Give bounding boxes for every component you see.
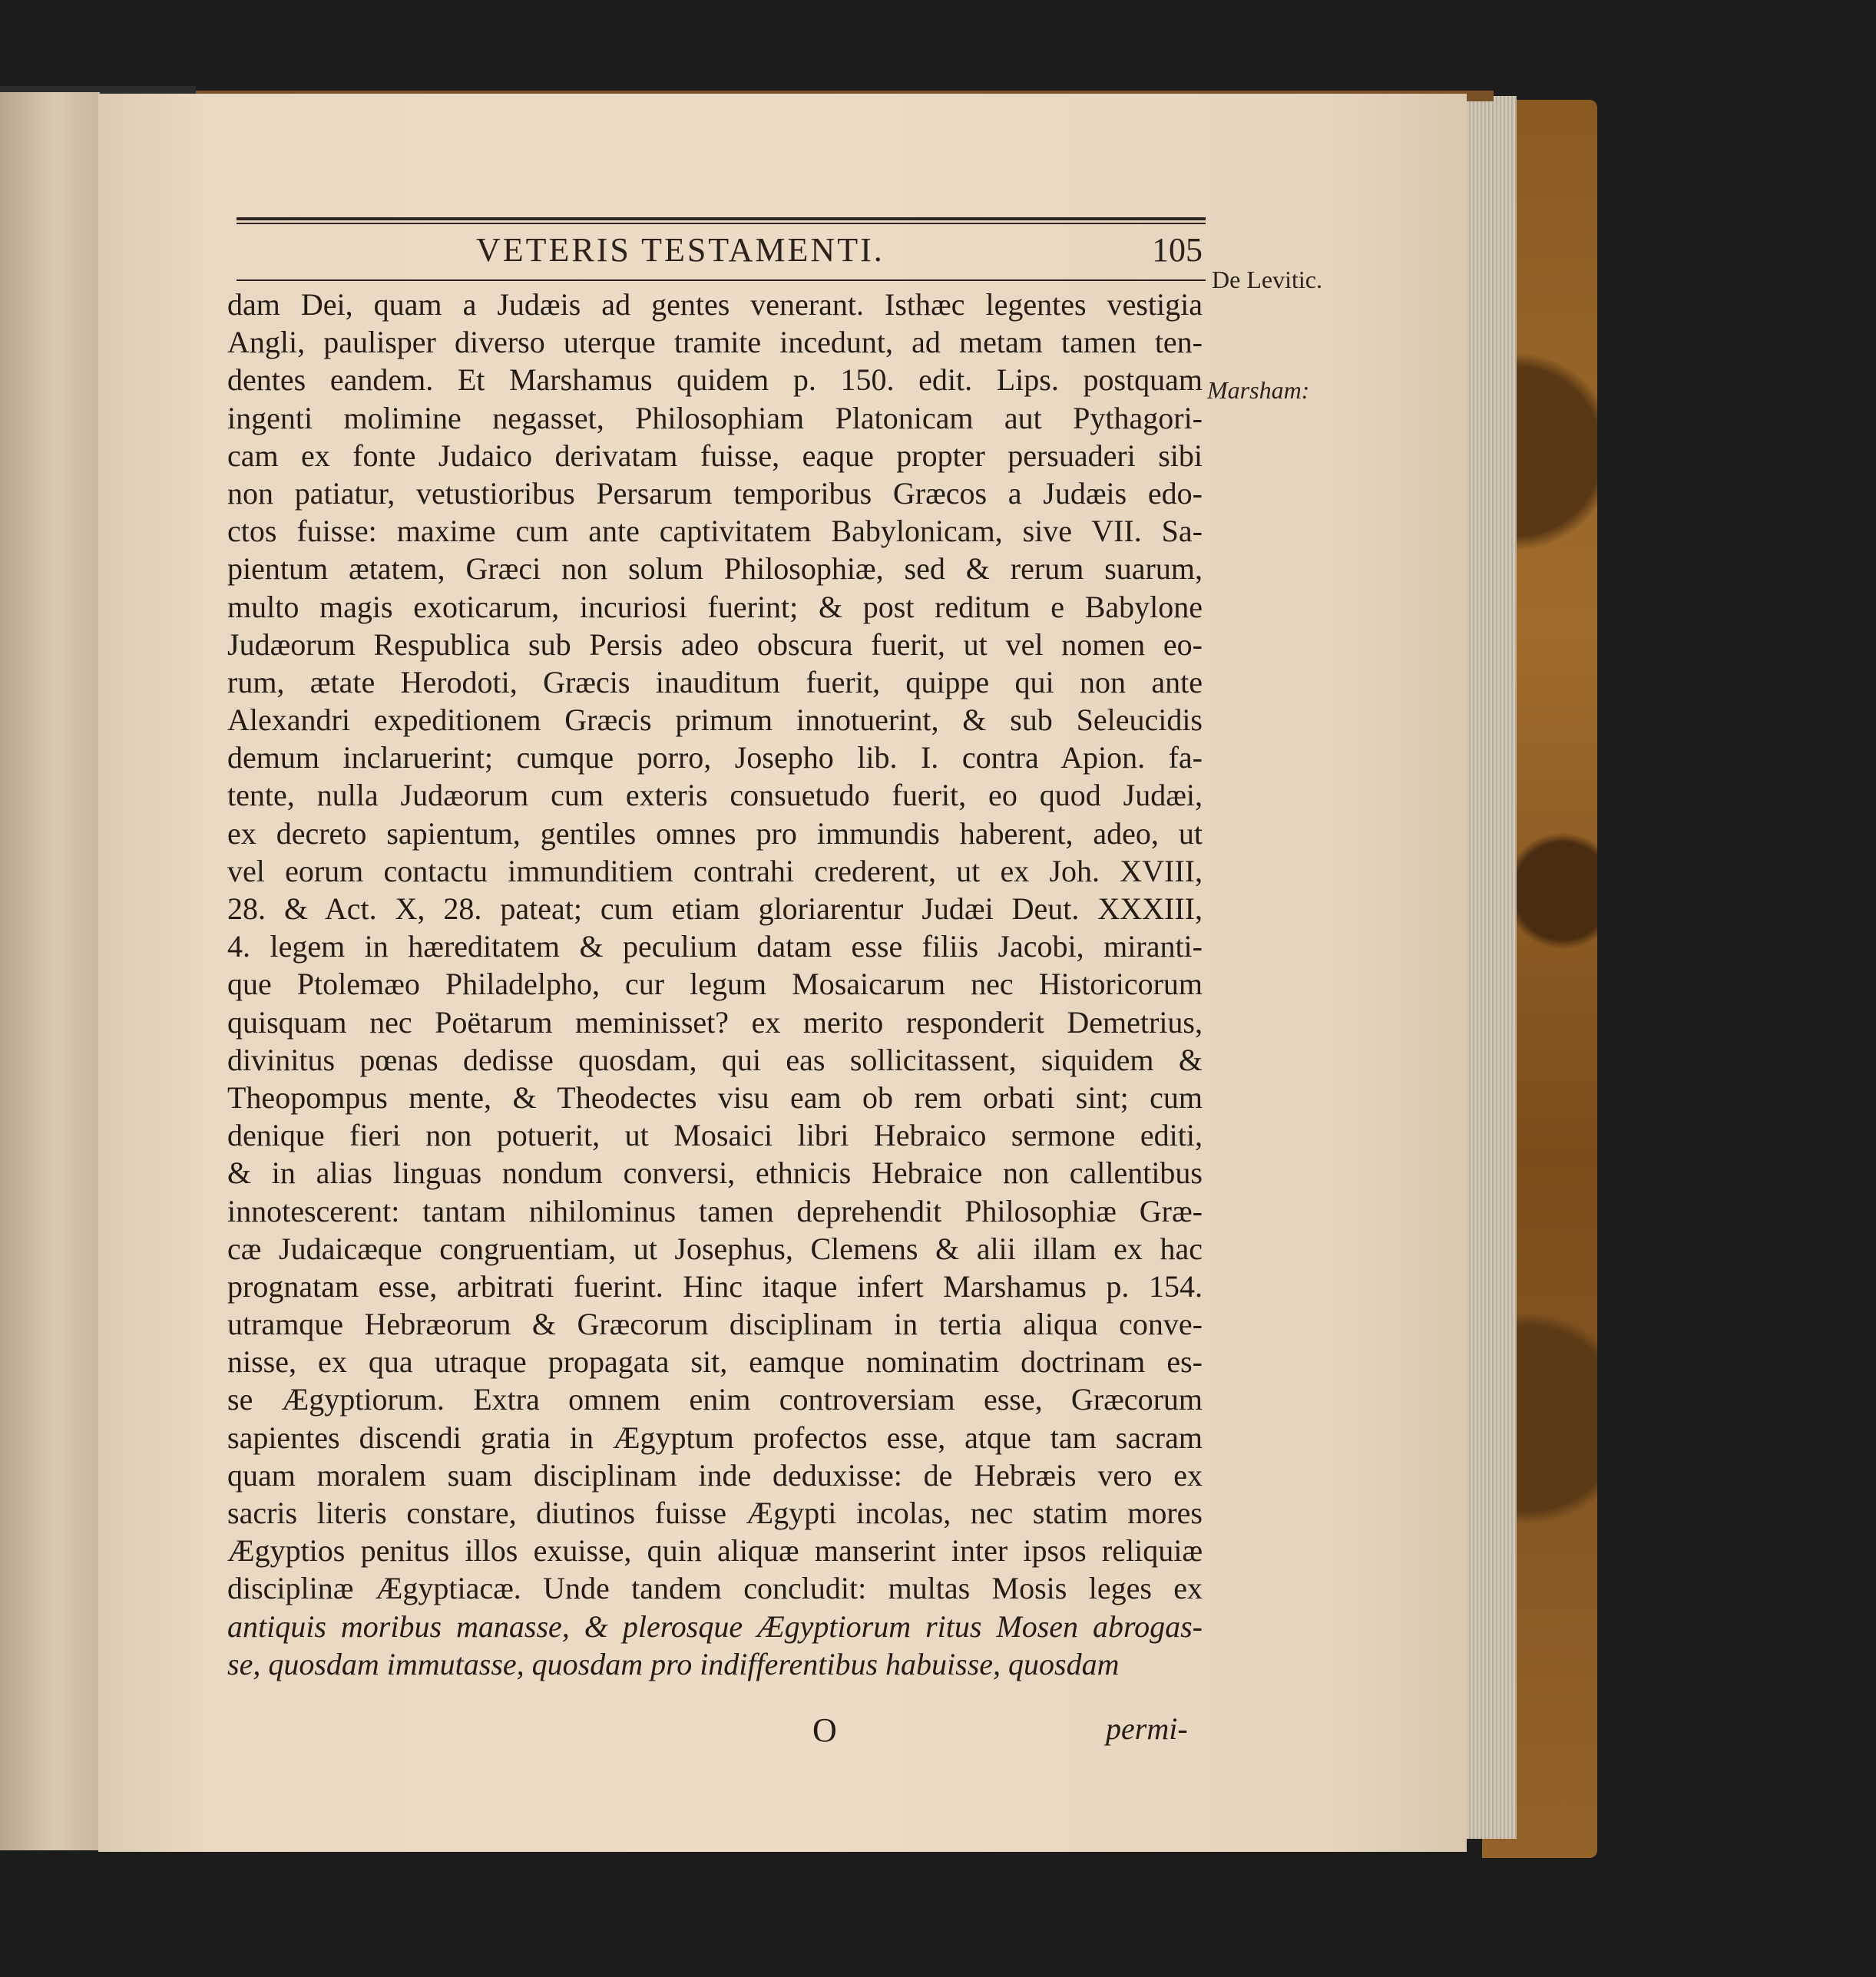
header-rule-thick [237,217,1206,220]
marginal-note-levitic: De Levitic. [1212,266,1322,293]
body-line: ctos fuisse: maxime cum ante captivitatem Babylonicam, sive VII. Sa- [227,514,1203,549]
body-line: se Ægyptiorum. Extra omnem enim controversiam esse, Græcorum [227,1382,1203,1417]
body-line: nisse, ex qua utraque propagata sit, eamque nominatim doctrinam es- [227,1344,1203,1380]
body-line: disciplinæ Ægyptiacæ. Unde tandem concludit: multas Mosis leges ex [227,1571,1203,1606]
body-line: & in alias linguas nondum conversi, ethnicis Hebraice non callentibus [227,1155,1203,1191]
body-line: tente, nulla Judæorum cum exteris consuetudo fuerit, eo quod Judæi, [227,778,1203,813]
body-line: dam Dei, quam a Judæis ad gentes venerant. Isthæc legentes vestigia [227,287,1203,322]
body-line: quam moralem suam disciplinam inde deduxisse: de Hebræis vero ex [227,1457,1203,1493]
body-line: multo magis exoticarum, incuriosi fuerint; & post reditum e Babylone [227,589,1203,624]
body-line: quisquam nec Poëtarum meminisset? ex merito responderit Demetrius, [227,1004,1203,1040]
body-line: 28. & Act. X, 28. pateat; cum etiam gloriarentur Judæi Deut. XXXIII, [227,891,1203,926]
body-line: demum inclaruerint; cumque porro, Josepho lib. I. contra Apion. fa- [227,740,1203,775]
body-line: se, quosdam immutasse, quosdam pro indifferentibus habuisse, quosdam [227,1646,1120,1681]
marginal-note-marsham: Marsham: [1207,376,1310,404]
body-line: denique fieri non potuerit, ut Mosaici libri Hebraico sermone editi, [227,1118,1203,1153]
body-line: ex decreto sapientum, gentiles omnes pro immundis haberent, adeo, ut [227,815,1203,851]
body-line: pientum ætatem, Græci non solum Philosophiæ, sed & rerum suarum, [227,551,1203,587]
body-line: Theopompus mente, & Theodectes visu eam ob rem orbati sint; cum [227,1079,1203,1115]
body-line: sacris literis constare, diutinos fuisse Ægypti incolas, nec statim mores [227,1496,1203,1530]
body-line: cæ Judaicæque congruentiam, ut Josephus, Clemens & alii illam ex hac [227,1231,1203,1266]
body-line: dentes eandem. Et Marshamus quidem p. 150. edit. Lips. postquam [227,362,1203,398]
body-line: vel eorum contactu immunditiem contrahi crederent, ut ex Joh. XVIII, [227,853,1203,888]
body-line: ingenti molimine negasset, Philosophiam Platonicam aut Pythagori- [227,400,1203,435]
body-line: utramque Hebræorum & Græcorum disciplinam in tertia aliqua conve- [227,1307,1203,1342]
catchword: permi- [1106,1711,1188,1746]
header-rule-thin [237,223,1206,224]
body-line: cam ex fonte Judaico derivatam fuisse, eaque propter persuaderi sibi [227,438,1203,473]
body-text [227,286,1203,1683]
body-line: non patiatur, vetustioribus Persarum temporibus Græcos a Judæis edo- [227,475,1203,511]
body-line: rum, ætate Herodoti, Græcis inauditum fuerit, quippe qui non ante [227,664,1203,699]
body-line: antiquis moribus manasse, & plerosque Ægyptiorum ritus Mosen abrogas- [227,1608,1203,1644]
body-line: divinitus pœnas dedisse quosdam, qui eas sollicitassent, siquidem & [227,1042,1203,1077]
body-line: innotescerent: tantam nihilominus tamen deprehendit Philosophiæ Græ- [227,1193,1203,1228]
body-line: Ægyptios penitus illos exuisse, quin aliquæ manserint inter ipsos reliquiæ [227,1533,1203,1569]
signature-mark: O [812,1711,837,1749]
body-line: Angli, paulisper diverso uterque tramite incedunt, ad metam tamen ten- [227,325,1203,360]
body-line: Alexandri expeditionem Græcis primum innotuerint, & sub Seleucidis [227,703,1203,738]
body-line: prognatam esse, arbitrati fuerint. Hinc itaque infert Marshamus p. 154. [227,1268,1203,1304]
body-line: 4. legem in hæreditatem & peculium datam esse filiis Jacobi, miranti- [227,929,1203,964]
header-rule-bottom [237,279,1206,281]
page-fore-edge [1463,96,1517,1839]
left-page-edge [0,92,100,1850]
running-title: VETERIS TESTAMENTI. [476,231,885,269]
body-line: sapientes discendi gratia in Ægyptum profectos esse, atque tam sacram [227,1420,1203,1455]
body-line: Judæorum Respublica sub Persis adeo obscura fuerit, ut vel nomen eo- [227,626,1203,662]
page-number: 105 [1152,231,1203,269]
body-line: que Ptolemæo Philadelpho, cur legum Mosaicarum nec Historicorum [227,967,1203,1002]
